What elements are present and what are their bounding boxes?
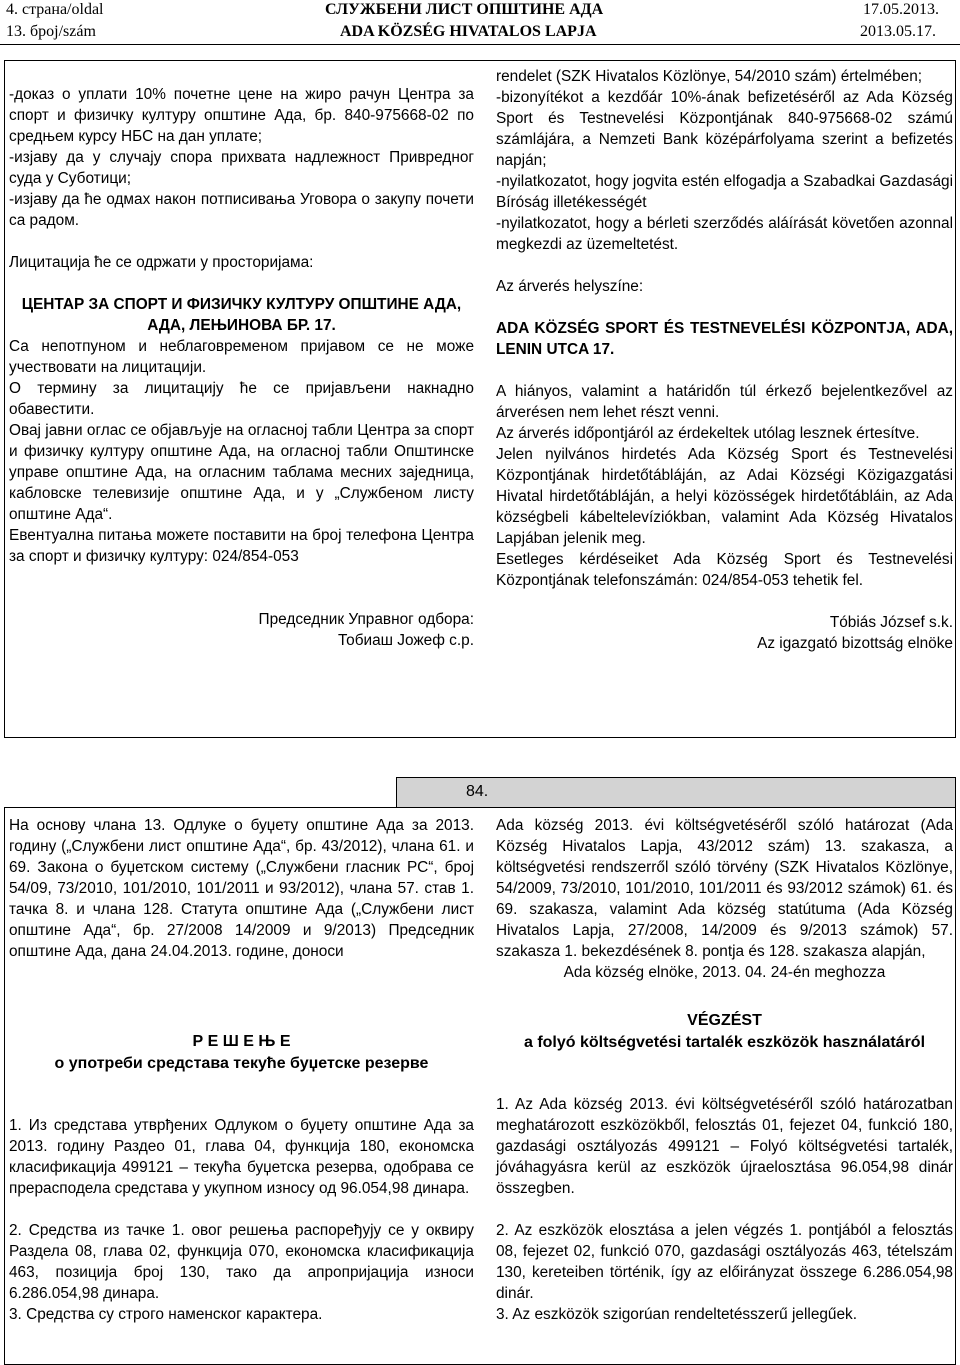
paragraph: rendelet (SZK Hivatalos Közlönye, 54/2010 szám) értelmében;	[496, 68, 923, 85]
paragraph: -bizonyítékot a kezdőár 10%-ának befizetéséről az Ada Község Sport és Testnevelési Központjának 840-975668-02 számú számlájára, a Nemzeti Bank középárfolyama szerint a befizetés napján;	[496, 89, 953, 169]
signature-name: Tóbiás József s.k.	[829, 614, 953, 631]
decision-item-1: 1. Az Ada község 2013. évi költségvetéséről szóló határozatban meghatározott eszközökből, felosztás 01, fejezet 04, funkció 180, gazdasági osztályozás 499121 – Folyó költségvetési tartalék, jóváhagyásra kerül az eszközök újraelosztása 96.054,98 dinár összegben.	[496, 1096, 953, 1197]
paragraph: Az árverés időpontjáról az érdekeltek utólag lesznek értesítve.	[496, 425, 920, 442]
decision-item-2: 2. Az eszközök elosztása a jelen végzés 1. pontjából a felosztás 08, fejezet 02, funkció 070, gazdasági osztályozás 463, tételszám 130, kereteiben történik, így az előirányzat összege 6.286.054,98 dinár.	[496, 1222, 953, 1302]
venue-address: ЦЕНТАР ЗА СПОРТ И ФИЗИЧКУ КУЛТУРУ ОПШТИНЕ АДА, АДА, ЛЕЊИНОВА БР. 17.	[21, 296, 462, 334]
paragraph: -nyilatkozatot, hogy jogvita estén elfogadja a Szabadkai Gazdasági Bíróság illetékességét	[496, 173, 953, 211]
paragraph: Евентуална питања можете поставити на број телефона Центра за спорт и физичку културу: 024/854-053	[9, 527, 474, 565]
auction-notice-hu	[496, 66, 953, 654]
decision-subtitle: a folyó költségvetési tartalék eszközök használatáról	[523, 1034, 926, 1051]
paragraph: Са непотпуном и неблаговременом пријавом се не може учествовати на лицитацији.	[9, 338, 474, 376]
paragraph: Esetleges kérdéseiket Ada Község Sport és Testnevelési Központjának telefonszámán: 024/854-053 tehetik fel.	[496, 551, 953, 589]
decision-title: Р Е Ш Е Њ Е	[192, 1033, 291, 1050]
paragraph: Jelen nyilvános hirdetés Ada Község Sport és Testnevelési Központjának hirdetőtábláján, az Adai Községi Közigazgatási Hivatal hirdetőtábláján, a helyi közösségek hirdetőtábláin, az Ada községbeli kábeltelevíziókban, valamint Ada Község Hivatalos Lapjában jelenik meg.	[496, 446, 953, 547]
issue-date-hu: 2013.05.17.	[860, 23, 936, 40]
decision-item-3: 3. Средства су строго наменског карактера.	[9, 1306, 323, 1323]
paragraph: -изјаву да ће одмах након потписивања Уговора о закупу почети са радом.	[9, 191, 474, 229]
auction-notice-sr	[9, 84, 474, 651]
signature-role: Az igazgató bizottság elnöke	[757, 635, 953, 652]
signature-role: Председник Управног одбора:	[258, 611, 474, 628]
paragraph: -nyilatkozatot, hogy a bérleti szerződés aláírását követően azonnal megkezdi az üzemeltetést.	[496, 215, 953, 253]
paragraph: Овај јавни оглас се објављује на огласној табли Центра за спорт и физичку културу општине Ада, на огласној табли Општинске управе општине Ада, на огласним таблама месних заједница, кабловске телевизије општине Ада, и у „Службеном листу општине Ада“.	[9, 422, 474, 523]
decision-subtitle: о употреби средстава текуће буџетске резерве	[54, 1055, 429, 1072]
issue-number: 13. број/szám	[6, 23, 96, 40]
gazette-title-hu: ADA KÖZSÉG HIVATALOS LAPJA	[340, 23, 597, 40]
paragraph: -доказ о уплати 10% почетне цене на жиро рачун Центра за спорт и физичку културу општине Ада, бр. 840-975668-02 по средњем курсу НБС на дан уплате;	[9, 86, 474, 145]
page-number-sr: 4. страна/oldal	[6, 1, 104, 18]
item-number: 84.	[466, 783, 489, 800]
decision-item-1: 1. Из средстава утврђених Одлуком о буџету општине Ада за 2013. годину Раздео 01, глава 04, функција 180, економска класификација 499121 – текућа буџетска резерва, одобрава се прерасподела средстава у укупном износу од 96.054,98 динара.	[9, 1117, 474, 1197]
venue-address: ADA KÖZSÉG SPORT ÉS TESTNEVELÉSI KÖZPONTJA, ADA, LENIN UTCA 17.	[496, 320, 953, 358]
decision-hu	[496, 815, 953, 1325]
issue-date-sr: 17.05.2013.	[863, 1, 939, 18]
venue-intro: Лицитација ће се одржати у просторијама:	[9, 254, 314, 271]
decision-item-2: 2. Средства из тачке 1. овог решења распоређују се у оквиру Раздела 08, глава 02, функција 070, економска класификација 463, позиција број 130, тако да апропријација износи 6.286.054,98 динара.	[9, 1222, 474, 1302]
paragraph: О термину за лицитацију ће се пријављени накнадно обавестити.	[9, 380, 474, 418]
intro-paragraph: На основу члана 13. Одлуке о буџету општине Ада за 2013. годину („Службени лист општине Ада“, бр. 43/2012), члана 61. и 69. Закона о буџетском систему („Службени гласник РС“, број 54/09, 73/2010, 101/2010, 101/2011 и 93/2012), члана 57. став 1. тачка 8. и члана 128. Статута општине Ада („Службени лист општине Ада“, бр. 27/2008 14/2009 и 9/2013) Председник општине Ада, дана 24.04.2013. године, доноси	[9, 817, 474, 960]
venue-intro: Az árverés helyszíne:	[496, 278, 644, 295]
paragraph: -изјаву да у случају спора прихвата надлежност Привредног суда у Суботици;	[9, 149, 474, 187]
decision-title: VÉGZÉST	[687, 1012, 762, 1029]
intro-paragraph: Ada község 2013. évi költségvetéséről szóló határozat (Ada Község Hivatalos Lapja, 43/2012 szám) 13. szakasza, a költségvetési rendszerről szóló törvény (SZK Hivatalos Közlönye, 54/2009, 73/2010, 101/2010, 101/2011 és 93/2012 számok) 61. és 69. szakasza, valamint Ada község statútuma (Ada Község Hivatalos Lapja, 27/2008, 14/2009 és 9/2013 számok) 57. szakasza 1. bekezdésének 8. pontja és 128. szakasza alapján,	[496, 817, 953, 960]
decision-item-3: 3. Az eszközök szigorúan rendeltetésszerű jellegűek.	[496, 1306, 858, 1323]
gazette-title-sr: СЛУЖБЕНИ ЛИСТ ОПШТИНЕ АДА	[325, 1, 604, 18]
paragraph: A hiányos, valamint a határidőn túl érkező bejelentkezővel az árverésen nem lehet részt venni.	[496, 383, 953, 421]
decision-sr	[9, 815, 474, 1325]
page-header	[0, 0, 960, 45]
signature-name: Тобиаш Јожеф с.р.	[337, 632, 474, 649]
intro-continuation: Ada község elnöke, 2013. 04. 24-én meghozza	[563, 964, 886, 981]
